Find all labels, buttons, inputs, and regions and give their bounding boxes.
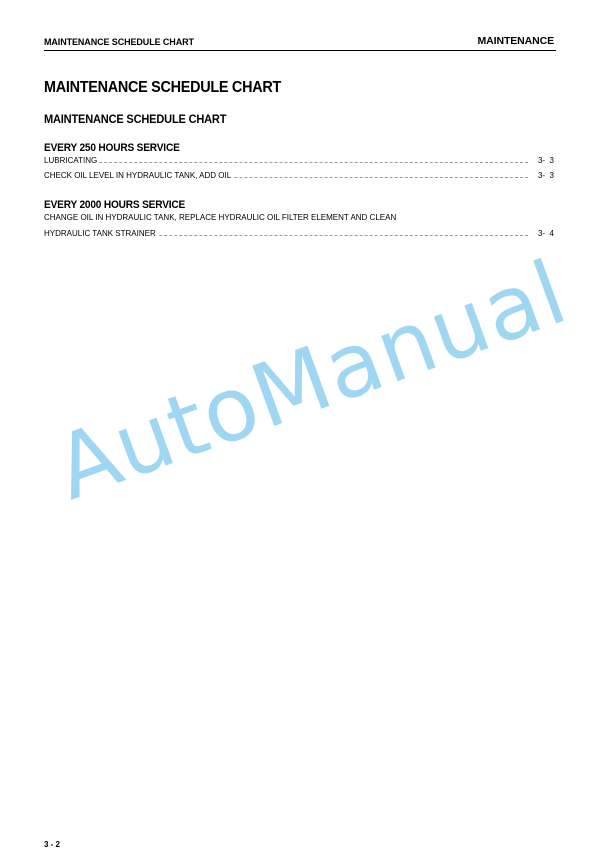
toc-entry-lubricating[interactable]	[44, 155, 554, 167]
group-heading-2000-hours: EVERY 2000 HOURS SERVICE	[44, 199, 186, 211]
toc-entry-page: 3- 3	[530, 170, 554, 182]
dotted-leader	[44, 162, 528, 163]
toc-entry-text: LUBRICATING	[44, 156, 98, 165]
toc-entry-page: 3- 4	[530, 228, 554, 240]
toc-entry-page: 3- 3	[530, 155, 554, 167]
page-title: MAINTENANCE SCHEDULE CHART	[44, 79, 281, 96]
watermark: AutoManual	[42, 240, 580, 520]
group-heading-250-hours: EVERY 250 HOURS SERVICE	[44, 142, 180, 154]
toc-entry-text-line1[interactable]: CHANGE OIL IN HYDRAULIC TANK, REPLACE HYDRAULIC OIL FILTER ELEMENT AND CLEAN	[44, 213, 397, 222]
section-title: MAINTENANCE SCHEDULE CHART	[44, 112, 227, 126]
page-number: 3 - 2	[44, 840, 61, 849]
toc-entry-change-hydraulic-oil[interactable]	[44, 228, 554, 240]
toc-entry-text: CHECK OIL LEVEL IN HYDRAULIC TANK, ADD OIL	[44, 171, 232, 180]
header-chapter-title: MAINTENANCE SCHEDULE CHART	[44, 37, 194, 47]
toc-entry-check-oil-level[interactable]	[44, 170, 554, 182]
header-section-name: MAINTENANCE	[477, 35, 554, 47]
toc-entry-text: HYDRAULIC TANK STRAINER	[44, 229, 156, 238]
page-header	[44, 36, 556, 51]
